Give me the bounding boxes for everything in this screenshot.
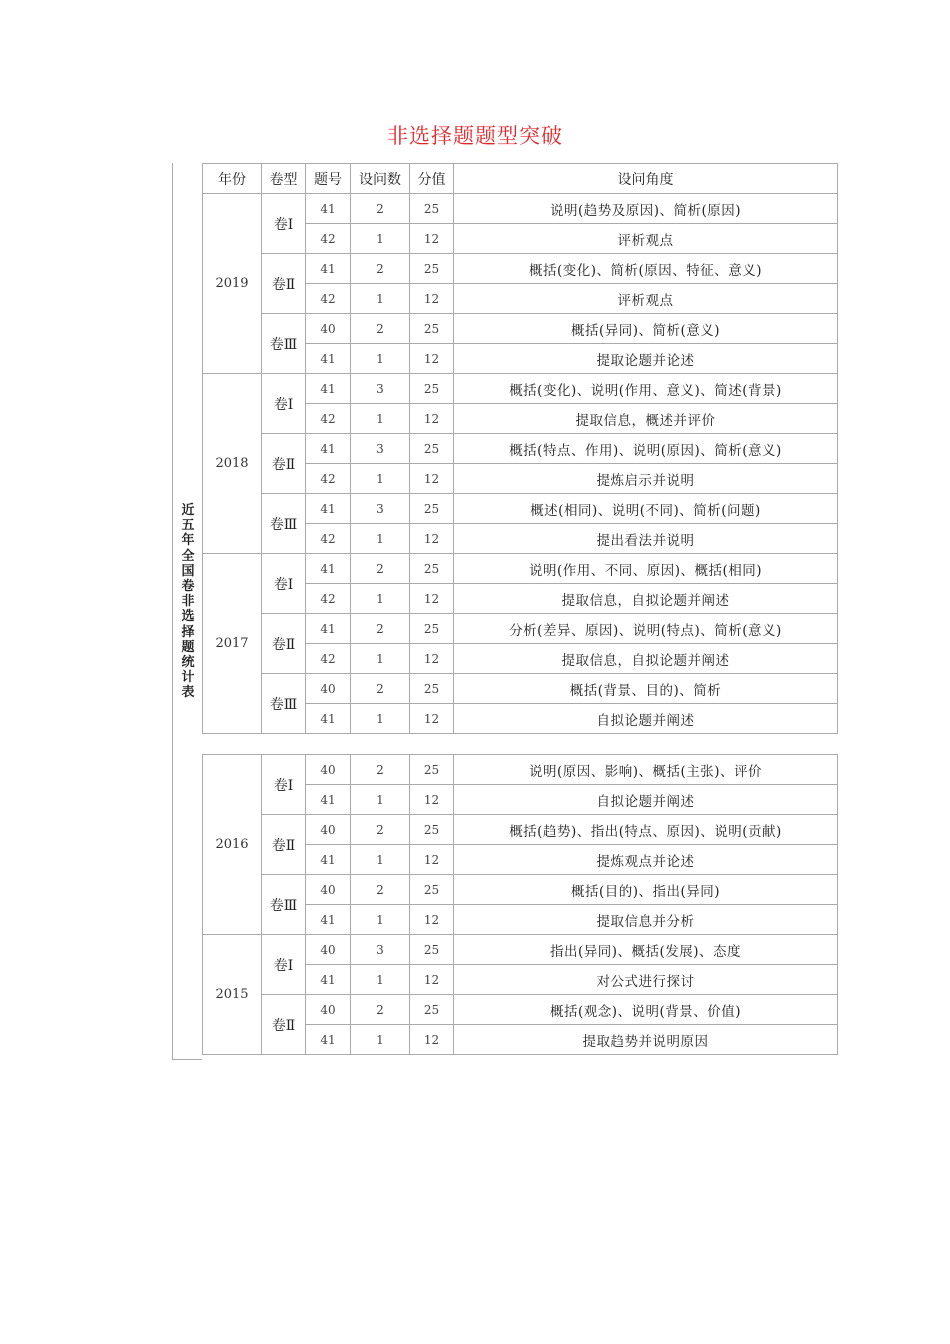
question-number-cell: 41 [306,374,351,404]
statistics-table [172,163,837,1060]
question-count-cell: 2 [351,674,410,704]
question-number-cell: 42 [306,224,351,254]
question-angle-cell: 概括(特点、作用)、说明(原因)、简析(意义) [454,434,838,464]
question-number-cell: 41 [306,965,351,995]
question-number-cell: 40 [306,875,351,905]
question-angle-cell: 概括(目的)、指出(异同) [454,875,838,905]
paper-cell: 卷Ⅲ [262,494,306,554]
question-angle-cell: 提炼启示并说明 [454,464,838,494]
score-cell: 12 [410,344,454,374]
year-cell: 2016 [203,755,262,935]
question-number-cell: 41 [306,434,351,464]
score-cell: 12 [410,1025,454,1055]
question-angle-cell: 提取趋势并说明原因 [454,1025,838,1055]
question-angle-cell: 自拟论题并阐述 [454,785,838,815]
paper-cell: 卷Ⅰ [262,374,306,434]
paper-cell: 卷Ⅲ [262,674,306,734]
table-row [203,935,838,965]
question-angle-cell: 概述(相同)、说明(不同)、简析(问题) [454,494,838,524]
question-count-cell: 3 [351,374,410,404]
question-angle-cell: 说明(作用、不同、原因)、概括(相同) [454,554,838,584]
question-number-cell: 41 [306,1025,351,1055]
score-cell: 25 [410,434,454,464]
question-count-cell: 2 [351,614,410,644]
paper-cell: 卷Ⅰ [262,554,306,614]
header-cell: 卷型 [262,164,306,194]
question-count-cell: 3 [351,434,410,464]
score-cell: 25 [410,194,454,224]
table-row [203,755,838,785]
score-cell: 25 [410,995,454,1025]
question-count-cell: 2 [351,815,410,845]
question-count-cell: 1 [351,224,410,254]
question-angle-cell: 自拟论题并阐述 [454,704,838,734]
score-cell: 25 [410,614,454,644]
table-row [203,875,838,905]
table-row [203,674,838,704]
question-count-cell: 3 [351,935,410,965]
score-cell: 25 [410,254,454,284]
question-count-cell: 1 [351,785,410,815]
paper-cell: 卷Ⅱ [262,815,306,875]
table-grid [202,163,838,734]
question-count-cell: 1 [351,524,410,554]
question-number-cell: 42 [306,284,351,314]
table-row [203,554,838,584]
question-count-cell: 2 [351,995,410,1025]
table-row [203,434,838,464]
question-number-cell: 40 [306,995,351,1025]
question-angle-cell: 概括(变化)、简析(原因、特征、意义) [454,254,838,284]
score-cell: 12 [410,464,454,494]
score-cell: 12 [410,224,454,254]
question-number-cell: 40 [306,755,351,785]
question-angle-cell: 概括(异同)、简析(意义) [454,314,838,344]
question-number-cell: 41 [306,494,351,524]
question-angle-cell: 对公式进行探讨 [454,965,838,995]
question-count-cell: 1 [351,965,410,995]
table-row [203,374,838,404]
score-cell: 25 [410,755,454,785]
question-count-cell: 2 [351,755,410,785]
question-number-cell: 41 [306,554,351,584]
question-number-cell: 42 [306,584,351,614]
question-angle-cell: 提取信息，概述并评价 [454,404,838,434]
question-angle-cell: 说明(原因、影响)、概括(主张)、评价 [454,755,838,785]
table-row [203,194,838,224]
score-cell: 25 [410,554,454,584]
question-count-cell: 2 [351,554,410,584]
header-cell: 设问角度 [454,164,838,194]
question-count-cell: 3 [351,494,410,524]
question-count-cell: 1 [351,284,410,314]
score-cell: 12 [410,785,454,815]
question-number-cell: 40 [306,935,351,965]
header-cell: 年份 [203,164,262,194]
question-count-cell: 1 [351,464,410,494]
year-cell: 2015 [203,935,262,1055]
question-count-cell: 2 [351,314,410,344]
score-cell: 12 [410,845,454,875]
paper-cell: 卷Ⅱ [262,995,306,1055]
question-count-cell: 1 [351,704,410,734]
question-count-cell: 2 [351,194,410,224]
table-row [203,815,838,845]
score-cell: 12 [410,404,454,434]
table-row [203,314,838,344]
question-angle-cell: 说明(趋势及原因)、简析(原因) [454,194,838,224]
score-cell: 12 [410,965,454,995]
question-count-cell: 1 [351,344,410,374]
score-cell: 25 [410,374,454,404]
score-cell: 25 [410,674,454,704]
question-angle-cell: 分析(差异、原因)、说明(特点)、简析(意义) [454,614,838,644]
score-cell: 12 [410,644,454,674]
paper-cell: 卷Ⅰ [262,755,306,815]
paper-cell: 卷Ⅱ [262,614,306,674]
question-number-cell: 40 [306,815,351,845]
paper-cell: 卷Ⅱ [262,254,306,314]
table-grid [202,754,838,1055]
score-cell: 25 [410,935,454,965]
question-angle-cell: 评析观点 [454,224,838,254]
year-cell: 2017 [203,554,262,734]
question-number-cell: 41 [306,785,351,815]
question-angle-cell: 指出(异同)、概括(发展)、态度 [454,935,838,965]
table-row [203,995,838,1025]
score-cell: 25 [410,875,454,905]
question-angle-cell: 提取信息并分析 [454,905,838,935]
score-cell: 12 [410,704,454,734]
question-number-cell: 40 [306,674,351,704]
question-number-cell: 41 [306,614,351,644]
paper-cell: 卷Ⅲ [262,314,306,374]
question-count-cell: 1 [351,584,410,614]
year-cell: 2019 [203,194,262,374]
question-angle-cell: 提取信息，自拟论题并阐述 [454,584,838,614]
paper-cell: 卷Ⅰ [262,935,306,995]
score-cell: 12 [410,284,454,314]
question-count-cell: 1 [351,1025,410,1055]
score-cell: 12 [410,584,454,614]
question-angle-cell: 提出看法并说明 [454,524,838,554]
table-row [203,614,838,644]
header-cell: 分值 [410,164,454,194]
question-count-cell: 1 [351,644,410,674]
question-angle-cell: 概括(背景、目的)、简析 [454,674,838,704]
question-number-cell: 40 [306,314,351,344]
side-label-cell [172,163,202,1060]
question-number-cell: 41 [306,344,351,374]
header-cell: 题号 [306,164,351,194]
question-angle-cell: 概括(趋势)、指出(特点、原因)、说明(贡献) [454,815,838,845]
question-angle-cell: 提炼观点并论述 [454,845,838,875]
question-count-cell: 1 [351,905,410,935]
side-label: 近 五 年 全 国 卷 非 选 择 题 统 计 表 [181,503,195,701]
table-row [203,254,838,284]
question-number-cell: 41 [306,905,351,935]
question-number-cell: 42 [306,524,351,554]
question-number-cell: 42 [306,644,351,674]
header-row [203,164,838,194]
question-count-cell: 2 [351,254,410,284]
paper-cell: 卷Ⅰ [262,194,306,254]
paper-cell: 卷Ⅲ [262,875,306,935]
question-angle-cell: 提取信息，自拟论题并阐述 [454,644,838,674]
question-angle-cell: 评析观点 [454,284,838,314]
question-count-cell: 1 [351,404,410,434]
page-title: 非选择题题型突破 [387,124,563,148]
question-number-cell: 42 [306,464,351,494]
question-angle-cell: 概括(变化)、说明(作用、意义)、简述(背景) [454,374,838,404]
score-cell: 25 [410,815,454,845]
paper-cell: 卷Ⅱ [262,434,306,494]
question-number-cell: 41 [306,704,351,734]
question-number-cell: 41 [306,254,351,284]
question-number-cell: 41 [306,845,351,875]
score-cell: 25 [410,314,454,344]
score-cell: 25 [410,494,454,524]
table-row [203,494,838,524]
header-cell: 设问数 [351,164,410,194]
score-cell: 12 [410,524,454,554]
score-cell: 12 [410,905,454,935]
question-count-cell: 2 [351,875,410,905]
question-count-cell: 1 [351,845,410,875]
question-number-cell: 42 [306,404,351,434]
question-angle-cell: 概括(观念)、说明(背景、价值) [454,995,838,1025]
year-cell: 2018 [203,374,262,554]
question-number-cell: 41 [306,194,351,224]
question-angle-cell: 提取论题并论述 [454,344,838,374]
